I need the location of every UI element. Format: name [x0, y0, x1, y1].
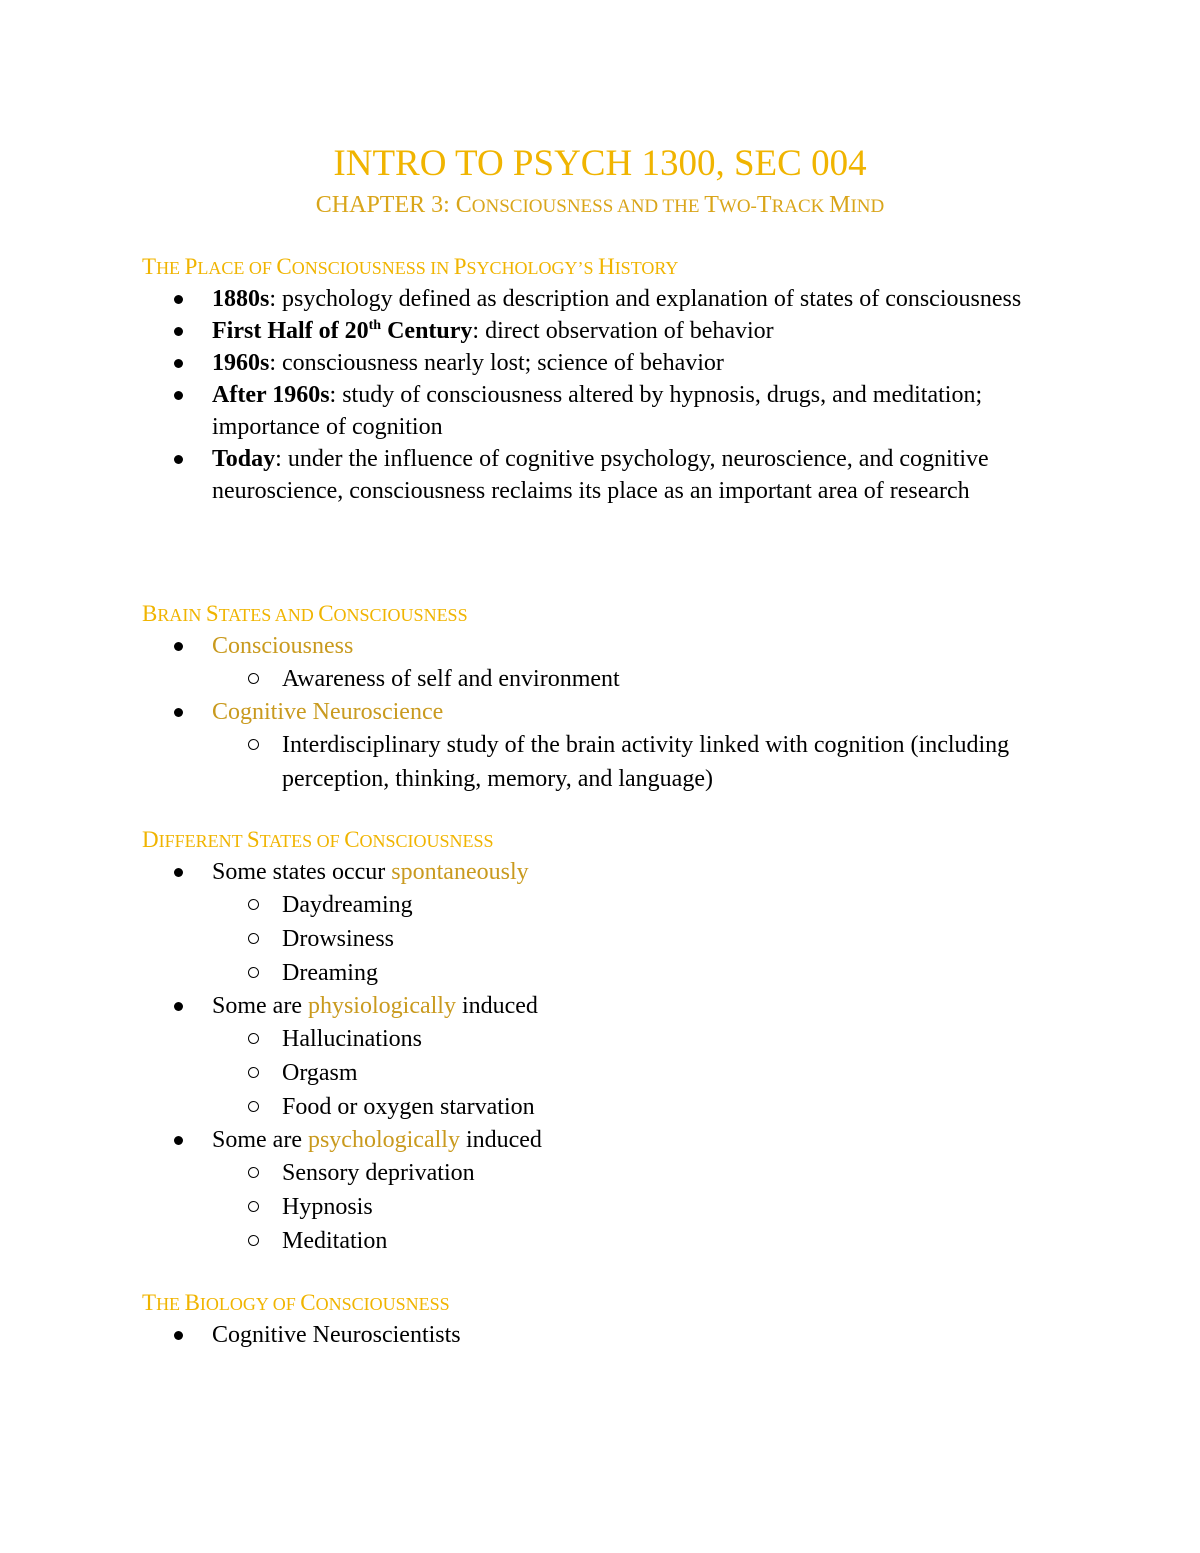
- list-item: 1960s: consciousness nearly lost; science of behavior: [142, 347, 1042, 379]
- bullet-icon: [174, 327, 183, 336]
- sub-list-item: Awareness of self and environment: [212, 662, 1042, 696]
- bullet-icon: [174, 391, 183, 400]
- bullet-list: [142, 856, 1042, 1258]
- sub-list: [212, 728, 1042, 796]
- list-item: Some are physiologically induced Hallucinations Orgasm Food or oxygen starvation: [142, 990, 1042, 1124]
- list-item: Cognitive Neuroscientists: [142, 1319, 1042, 1351]
- sub-list-item: Orgasm: [212, 1056, 1042, 1090]
- section-brain-states: [142, 599, 1042, 796]
- sub-list-item: Hallucinations: [212, 1022, 1042, 1056]
- section-heading: DIFFERENT STATES OF CONSCIOUSNESS: [142, 827, 494, 852]
- circle-bullet-icon: [248, 899, 259, 910]
- section-heading: BRAIN STATES AND CONSCIOUSNESS: [142, 601, 468, 626]
- circle-bullet-icon: [248, 673, 259, 684]
- sub-list: [212, 662, 1042, 696]
- section-heading: THE PLACE OF CONSCIOUSNESS IN PSYCHOLOGY’S HISTORY: [142, 254, 679, 279]
- list-item: Some states occur spontaneously Daydreaming Drowsiness Dreaming: [142, 856, 1042, 990]
- bullet-icon: [174, 1331, 183, 1340]
- bullet-icon: [174, 642, 183, 651]
- bullet-icon: [174, 1002, 183, 1011]
- chapter-subtitle: CHAPTER 3: CONSCIOUSNESS AND THE TWO-TRACK MIND: [315, 192, 885, 218]
- list-item: First Half of 20th Century: direct observation of behavior: [142, 315, 1042, 347]
- bullet-icon: [174, 295, 183, 304]
- circle-bullet-icon: [248, 1201, 259, 1212]
- circle-bullet-icon: [248, 739, 259, 750]
- list-item: Consciousness Awareness of self and environment: [142, 630, 1042, 696]
- sub-list-item: Dreaming: [212, 956, 1042, 990]
- sub-list-item: Drowsiness: [212, 922, 1042, 956]
- section-heading: THE BIOLOGY OF CONSCIOUSNESS: [142, 1290, 450, 1315]
- list-item: 1880s: psychology defined as description and explanation of states of consciousness: [142, 283, 1042, 315]
- sub-list-item: Meditation: [212, 1224, 1042, 1258]
- circle-bullet-icon: [248, 967, 259, 978]
- document-title: INTRO TO PSYCH 1300, SEC 004: [333, 143, 867, 184]
- circle-bullet-icon: [248, 1235, 259, 1246]
- sub-list-item: Daydreaming: [212, 888, 1042, 922]
- list-item: After 1960s: study of consciousness altered by hypnosis, drugs, and meditation; importance of cognition: [142, 379, 1042, 443]
- circle-bullet-icon: [248, 1167, 259, 1178]
- sub-list-item: Interdisciplinary study of the brain activity linked with cognition (including perception, thinking, memory, and language): [212, 728, 1042, 796]
- sub-list-item: Sensory deprivation: [212, 1156, 1042, 1190]
- circle-bullet-icon: [248, 933, 259, 944]
- bullet-list: [142, 283, 1042, 507]
- sub-list: [212, 1022, 1042, 1124]
- bullet-icon: [174, 359, 183, 368]
- circle-bullet-icon: [248, 1033, 259, 1044]
- circle-bullet-icon: [248, 1101, 259, 1112]
- bullet-icon: [174, 455, 183, 464]
- sub-list-item: Food or oxygen starvation: [212, 1090, 1042, 1124]
- section-history: [142, 252, 1042, 507]
- bullet-icon: [174, 868, 183, 877]
- list-item: Cognitive Neuroscience Interdisciplinary study of the brain activity linked with cognition (including perception, thinking, memory, and language): [142, 696, 1042, 796]
- sub-list: [212, 888, 1042, 990]
- sub-list: [212, 1156, 1042, 1258]
- bullet-list: [142, 630, 1042, 796]
- bullet-icon: [174, 708, 183, 717]
- section-biology: [142, 1288, 1042, 1351]
- list-item: Some are psychologically induced Sensory deprivation Hypnosis Meditation: [142, 1124, 1042, 1258]
- list-item: Today: under the influence of cognitive psychology, neuroscience, and cognitive neuroscience, consciousness reclaims its place as an important area of research: [142, 443, 1042, 507]
- sub-list-item: Hypnosis: [212, 1190, 1042, 1224]
- circle-bullet-icon: [248, 1067, 259, 1078]
- section-different-states: [142, 825, 1042, 1258]
- bullet-icon: [174, 1136, 183, 1145]
- bullet-list: [142, 1319, 1042, 1351]
